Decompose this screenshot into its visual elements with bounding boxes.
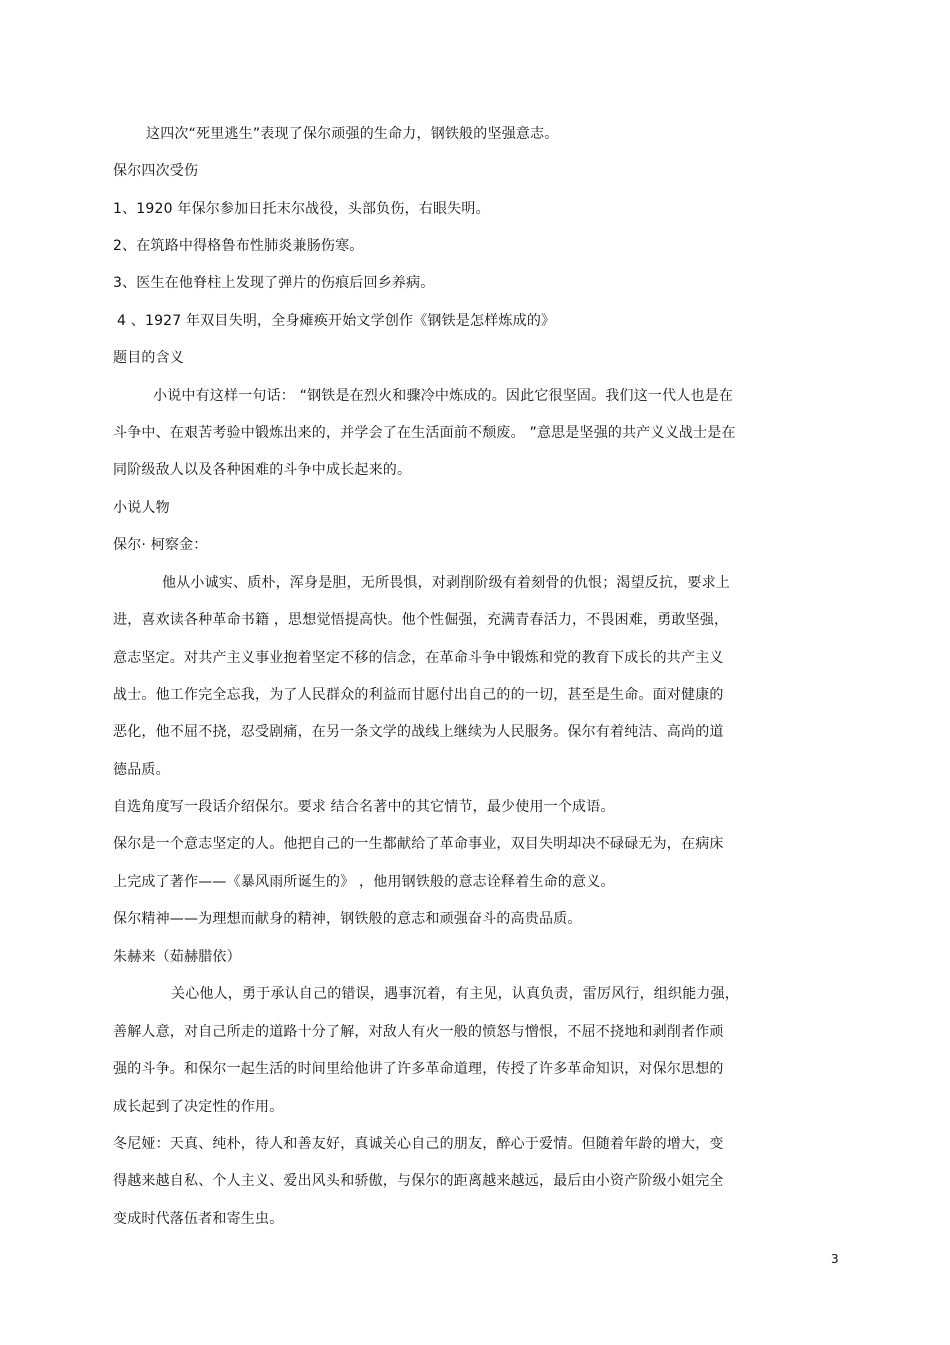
text-line: 成长起到了决定性的作用。 — [113, 1099, 284, 1115]
section-heading: 小说人物 — [113, 500, 170, 516]
text-line: 意志坚定。对共产主义事业抱着坚定不移的信念，在革命斗争中锻炼和党的教育下成长的共产主义 — [113, 650, 724, 666]
text-line: 变成时代落伍者和寄生虫。 — [113, 1211, 284, 1227]
text-line: 斗争中、在艰苦考验中锻炼出来的，并学会了在生活面前不颓废。 ”意思是坚强的共产义义战士是在 — [113, 425, 736, 441]
section-heading: 题目的含义 — [113, 350, 184, 366]
text-line: 战士。他工作完全忘我，为了人民群众的利益而甘愿付出自己的的一切，甚至是生命。面对健康的 — [113, 687, 724, 703]
text-line: 冬尼娅：天真、纯朴，待人和善友好，真诚关心自己的朋友，醉心于爱情。但随着年龄的增大，变 — [113, 1136, 724, 1152]
list-item: 3、医生在他脊柱上发现了弹片的伤痕后回乡养病。 — [113, 275, 435, 291]
text-line: 上完成了著作——《暴风雨所诞生的》 ，他用钢铁般的意志诠释着生命的意义。 — [113, 874, 615, 890]
text-line: 进，喜欢读各种革命书籍 ，思想觉悟提高快。他个性倔强，充满青春活力，不畏困难，勇敢坚强， — [113, 612, 729, 628]
text-line: 关心他人，勇于承认自己的错误，遇事沉着，有主见，认真负责，雷厉风行，组织能力强， — [171, 986, 739, 1002]
text-line: 恶化，他不屈不挠，忍受剧痛，在另一条文学的战线上继续为人民服务。保尔有着纯洁、高尚的道 — [113, 724, 724, 740]
text-line: 得越来越自私、个人主义、爱出风头和骄傲，与保尔的距离越来越远，最后由小资产阶级小姐完全 — [113, 1173, 724, 1189]
text-line: 保尔精神——为理想而献身的精神，钢铁般的意志和顽强奋斗的高贵品质。 — [113, 911, 582, 927]
list-item: 1、1920 年保尔参加日托末尔战役，头部负伤，右眼失明。 — [113, 201, 490, 217]
text-line: 他从小诚实、质朴，浑身是胆，无所畏惧，对剥削阶级有着刻骨的仇恨；渴望反抗，要求上 — [162, 575, 730, 591]
text-line: 这四次“死里逃生”表现了保尔顽强的生命力，钢铁般的坚强意志。 — [146, 126, 559, 142]
character-name: 保尔· 柯察金： — [113, 537, 208, 553]
section-heading: 保尔四次受伤 — [113, 163, 199, 179]
text-line: 善解人意，对自己所走的道路十分了解，对敌人有火一般的愤怒与憎恨，不屈不挠地和剥削者作顽 — [113, 1024, 724, 1040]
list-item: 4 、1927 年双目失明，全身瘫痪开始文学创作《钢铁是怎样炼成的》 — [117, 313, 556, 329]
text-line: 小说中有这样一句话： “钢铁是在烈火和骤冷中炼成的。因此它很坚固。我们这一代人也是在 — [153, 388, 734, 404]
text-line: 同阶级敌人以及各种困难的斗争中成长起来的。 — [113, 462, 412, 478]
page-number: 3 — [831, 1252, 839, 1266]
text-line: 自选角度写一段话介绍保尔。要求 结合名著中的其它情节，最少使用一个成语。 — [113, 799, 615, 815]
list-item: 2、在筑路中得格鲁布性肺炎兼肠伤寒。 — [113, 238, 364, 254]
character-name: 朱赫来（茹赫腊依） — [113, 949, 241, 965]
text-line: 德品质。 — [113, 762, 170, 778]
text-line: 强的斗争。和保尔一起生活的时间里给他讲了许多革命道理，传授了许多革命知识，对保尔思想的 — [113, 1061, 724, 1077]
text-line: 保尔是一个意志坚定的人。他把自己的一生都献给了革命事业，双目失明却决不碌碌无为，在病床 — [113, 836, 724, 852]
